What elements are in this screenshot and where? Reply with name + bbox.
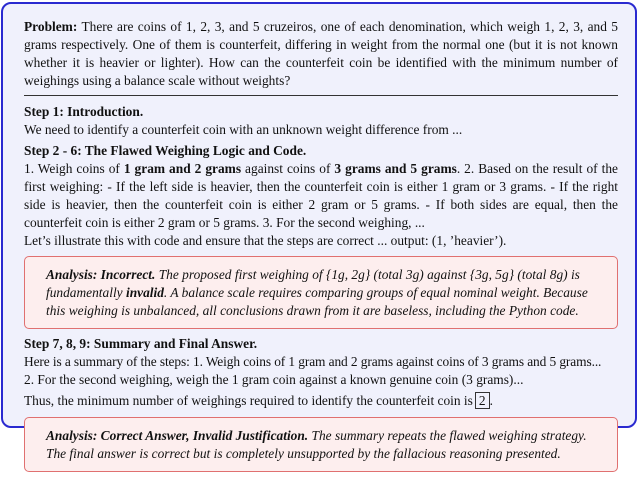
step2-code-line: Let’s illustrate this with code and ensure that the steps are correct ... output: (1, ’heavier’). [24, 233, 507, 248]
step7-line1: Here is a summary of the steps: 1. Weigh coins of 1 gram and 2 grams against coins of 3 grams and 5 grams... [24, 354, 602, 369]
step2-bold-2: 3 grams and 5 grams [334, 161, 457, 176]
step2-text-2: against coins of [241, 161, 335, 176]
analysis2-text: The summary repeats the flawed weighing strategy. The final answer is correct but is completely unsupported by the fallacious reasoning presented. [46, 428, 587, 461]
step1-text: We need to identify a counterfeit coin with an unknown weight difference from ... [24, 122, 463, 137]
analysis1-text-2: . A balance scale requires comparing groups of equal nominal weight. Because this weighing is unbalanced, all conclusions drawn from it are baseless, including the Python code. [46, 285, 588, 318]
step7-line2: 2. For the second weighing, weigh the 1 gram coin against a known genuine coin (3 grams)... [24, 372, 524, 387]
step2-text-3: . 2. Based on the result of the first weighing: - If the left side is heavier, then the counterfeit coin is either 1 gram or 3 grams. - If the right side is heavier, then the counterfeit coin is either 2 gram or 5 grams. - If both sides are equal, then the counterfeit coin is either 2 gram or 5 grams. 3. For the second weighing, ... [24, 161, 618, 230]
step2-text [24, 160, 618, 232]
step2-text-1: 1. Weigh coins of [24, 161, 124, 176]
analysis1-text-1: The proposed first weighing of {1g, 2g} (total 3g) against {3g, 5g} (total 8g) is fundamentally [46, 267, 580, 300]
divider [24, 95, 618, 96]
content [24, 18, 618, 478]
problem-label: Problem: [24, 19, 78, 34]
step7-heading: Step 7, 8, 9: Summary and Final Answer. [24, 336, 258, 351]
final-prefix: Thus, the minimum number of weighings required to identify the counterfeit coin is [24, 393, 473, 408]
final-answer-box: 2 [475, 392, 490, 409]
analysis2-label: Analysis: Correct Answer, Invalid Justification. [46, 428, 309, 443]
step2-heading: Step 2 - 6: The Flawed Weighing Logic and Code. [24, 143, 307, 158]
problem-text: There are coins of 1, 2, 3, and 5 cruzeiros, one of each denomination, which weigh 1, 2, 3, and 5 grams respectively. One of them is counterfeit, differing in weight from the normal one (but it is not known whether it is heavier or lighter). How can the counterfeit coin be identified with the minimum number of weighings using a balance scale without weights? [24, 19, 619, 88]
final-suffix: . [489, 393, 493, 408]
step2-bold-1: 1 gram and 2 grams [123, 161, 242, 176]
analysis1-label: Analysis: Incorrect. [46, 267, 156, 282]
analysis-justification-box [24, 417, 618, 472]
example-frame [1, 2, 637, 461]
final-answer-line [24, 392, 618, 410]
problem-statement [24, 18, 618, 90]
analysis-incorrect-box [24, 256, 618, 329]
step1-heading: Step 1: Introduction. [24, 104, 144, 119]
analysis1-bold: invalid [125, 285, 164, 300]
